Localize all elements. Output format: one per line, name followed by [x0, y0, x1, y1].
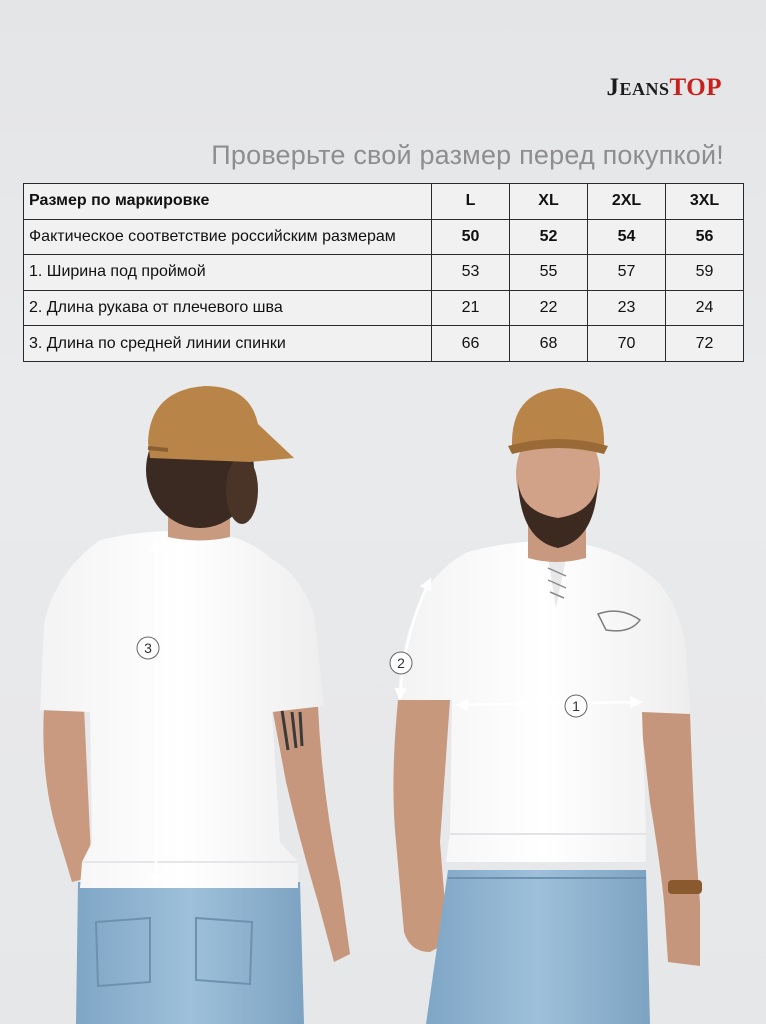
row-label-cell: 2. Длина рукава от плечевого шва [24, 290, 432, 326]
model-photo-scene [0, 362, 766, 1024]
back-view-model [40, 386, 350, 1024]
front-left-arm [393, 700, 450, 952]
value-cell: 54 [588, 219, 666, 255]
value-cell: 56 [666, 219, 744, 255]
value-cell: 50 [432, 219, 510, 255]
value-cell: 22 [510, 290, 588, 326]
value-cell: 57 [588, 255, 666, 291]
front-view-model [393, 388, 702, 1024]
marker-badge-1 [565, 695, 587, 717]
page-headline: Проверьте свой размер перед покупкой! [211, 140, 724, 170]
header-size-cell: 2XL [588, 184, 666, 220]
header-size-cell: L [432, 184, 510, 220]
header-label-cell: Размер по маркировке [24, 184, 432, 220]
table-row [24, 290, 744, 326]
header-size-cell: 3XL [666, 184, 744, 220]
back-left-arm [43, 707, 92, 882]
value-cell: 23 [588, 290, 666, 326]
front-jeans [426, 870, 650, 1024]
marker-badge-3 [137, 637, 159, 659]
row-label-cell: 1. Ширина под проймой [24, 255, 432, 291]
value-cell: 70 [588, 326, 666, 362]
front-cap [512, 388, 604, 448]
marker-badge-2 [390, 652, 412, 674]
value-cell: 59 [666, 255, 744, 291]
marker-badge-2-label: 2 [397, 655, 405, 671]
table-header-row [24, 184, 744, 220]
back-cap [148, 386, 294, 462]
value-cell: 72 [666, 326, 744, 362]
value-cell: 53 [432, 255, 510, 291]
value-cell: 55 [510, 255, 588, 291]
brand-logo-part1: Jeans [606, 74, 670, 101]
header-size-cell: XL [510, 184, 588, 220]
marker-badge-1-label: 1 [572, 698, 580, 714]
marker-badge-3-label: 3 [144, 640, 152, 656]
table-row [24, 219, 744, 255]
value-cell: 21 [432, 290, 510, 326]
value-cell: 24 [666, 290, 744, 326]
back-jeans [76, 882, 304, 1024]
table-row [24, 255, 744, 291]
brand-logo [607, 74, 722, 102]
brand-logo-part2: TOP [669, 74, 722, 101]
value-cell: 66 [432, 326, 510, 362]
row-label-cell: Фактическое соответствие российским размерам [24, 219, 432, 255]
value-cell: 68 [510, 326, 588, 362]
row-label-cell: 3. Длина по средней линии спинки [24, 326, 432, 362]
front-right-arm [640, 712, 700, 966]
size-chart-table [23, 183, 744, 362]
table-row [24, 326, 744, 362]
value-cell: 52 [510, 219, 588, 255]
